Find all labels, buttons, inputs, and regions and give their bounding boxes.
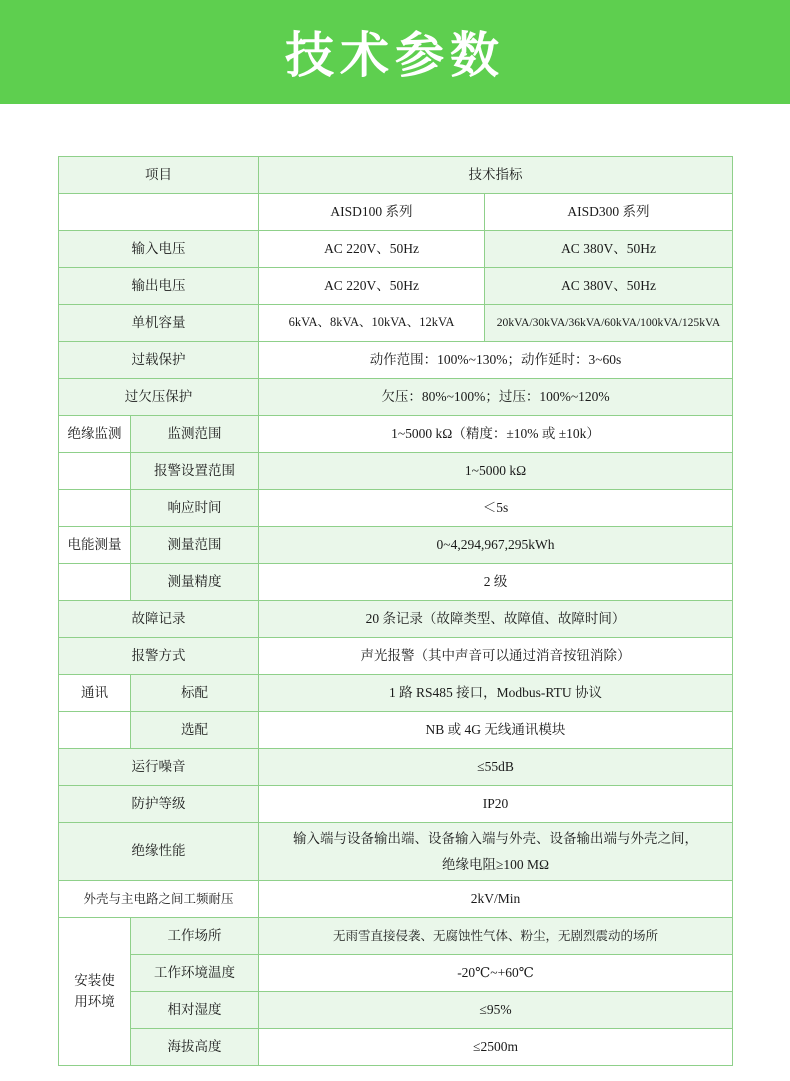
table-row: [59, 992, 733, 1029]
header-cell-spec: 技术指标: [259, 157, 733, 194]
row-value-aisd300: AC 380V、50Hz: [485, 231, 733, 268]
row-value-aisd300: 20kVA/30kVA/36kVA/60kVA/100kVA/125kVA: [485, 305, 733, 342]
row-label: 海拔高度: [131, 1029, 259, 1066]
row-label: 过欠压保护: [59, 379, 259, 416]
table-row: [59, 453, 733, 490]
row-label: 绝缘性能: [59, 823, 259, 881]
row-label: 监测范围: [131, 416, 259, 453]
row-label: 运行噪音: [59, 749, 259, 786]
row-value: 无雨雪直接侵袭、无腐蚀性气体、粉尘，无剧烈震动的场所: [259, 918, 733, 955]
row-value: 2 级: [259, 564, 733, 601]
row-value-aisd300: AC 380V、50Hz: [485, 268, 733, 305]
table-row: [59, 675, 733, 712]
row-label: 报警方式: [59, 638, 259, 675]
row-label: 输入电压: [59, 231, 259, 268]
row-group-label: 电能测量: [59, 527, 131, 564]
row-label: 报警设置范围: [131, 453, 259, 490]
table-row: [59, 268, 733, 305]
row-group-label: [59, 712, 131, 749]
series-aisd100: AISD100 系列: [259, 194, 485, 231]
row-label: 单机容量: [59, 305, 259, 342]
table-row: [59, 490, 733, 527]
row-label: 测量精度: [131, 564, 259, 601]
row-group-label: 绝缘监测: [59, 416, 131, 453]
row-label: 工作环境温度: [131, 955, 259, 992]
table-row: [59, 564, 733, 601]
row-value: 2kV/Min: [259, 881, 733, 918]
table-row: [59, 601, 733, 638]
row-label: 故障记录: [59, 601, 259, 638]
table-row: [59, 918, 733, 955]
table-row: [59, 416, 733, 453]
page-title: 技术参数: [284, 27, 505, 84]
table-row: [59, 527, 733, 564]
row-value-aisd100: AC 220V、50Hz: [259, 231, 485, 268]
spec-table-container: [0, 104, 790, 1066]
row-label: 测量范围: [131, 527, 259, 564]
row-value: ≤95%: [259, 992, 733, 1029]
row-value: 1~5000 kΩ（精度：±10% 或 ±10k）: [259, 416, 733, 453]
series-blank-cell: [59, 194, 259, 231]
table-row: [59, 638, 733, 675]
row-label: 工作场所: [131, 918, 259, 955]
row-value: -20℃~+60℃: [259, 955, 733, 992]
table-row: [59, 823, 733, 881]
table-row: [59, 955, 733, 992]
row-value-aisd100: 6kVA、8kVA、10kVA、12kVA: [259, 305, 485, 342]
row-value-line2: 绝缘电阻≥100 MΩ: [441, 856, 550, 872]
table-row: [59, 231, 733, 268]
row-value: 欠压：80%~100%；过压：100%~120%: [259, 379, 733, 416]
row-value: 1~5000 kΩ: [259, 453, 733, 490]
technical-parameters-table: [58, 156, 733, 1066]
table-row: [59, 881, 733, 918]
table-row: [59, 342, 733, 379]
table-row: [59, 157, 733, 194]
row-label: 过载保护: [59, 342, 259, 379]
row-label: 响应时间: [131, 490, 259, 527]
table-row: [59, 379, 733, 416]
row-group-label: 通讯: [59, 675, 131, 712]
row-group-label: [59, 564, 131, 601]
row-value-aisd100: AC 220V、50Hz: [259, 268, 485, 305]
page-header-banner: [0, 0, 790, 104]
table-row: [59, 194, 733, 231]
row-value: 动作范围：100%~130%；动作延时：3~60s: [259, 342, 733, 379]
row-group-label: [59, 453, 131, 490]
row-label: 输出电压: [59, 268, 259, 305]
row-value-line1: 输入端与设备输出端、设备输入端与外壳、设备输出端与外壳之间，: [293, 831, 698, 846]
table-row: [59, 1029, 733, 1066]
row-label: 相对湿度: [131, 992, 259, 1029]
table-row: [59, 749, 733, 786]
row-value-multiline: [259, 823, 733, 881]
row-label: 标配: [131, 675, 259, 712]
table-row: [59, 712, 733, 749]
row-value: ≤2500m: [259, 1029, 733, 1066]
row-value: ≤55dB: [259, 749, 733, 786]
row-value: NB 或 4G 无线通讯模块: [259, 712, 733, 749]
row-value: IP20: [259, 786, 733, 823]
row-value: 20 条记录（故障类型、故障值、故障时间）: [259, 601, 733, 638]
series-aisd300: AISD300 系列: [485, 194, 733, 231]
row-value: 1 路 RS485 接口，Modbus-RTU 协议: [259, 675, 733, 712]
group-label-line2: 用环境: [74, 993, 115, 1009]
table-row: [59, 305, 733, 342]
row-group-label: [59, 490, 131, 527]
row-group-label-install-env: [59, 918, 131, 1066]
row-label: 外壳与主电路之间工频耐压: [59, 881, 259, 918]
table-row: [59, 786, 733, 823]
group-label-line1: 安装使: [74, 972, 115, 988]
header-cell-item: 项目: [59, 157, 259, 194]
row-label: 选配: [131, 712, 259, 749]
row-value: 声光报警（其中声音可以通过消音按钮消除）: [259, 638, 733, 675]
row-value: ＜5s: [259, 490, 733, 527]
row-value: 0~4,294,967,295kWh: [259, 527, 733, 564]
row-label: 防护等级: [59, 786, 259, 823]
